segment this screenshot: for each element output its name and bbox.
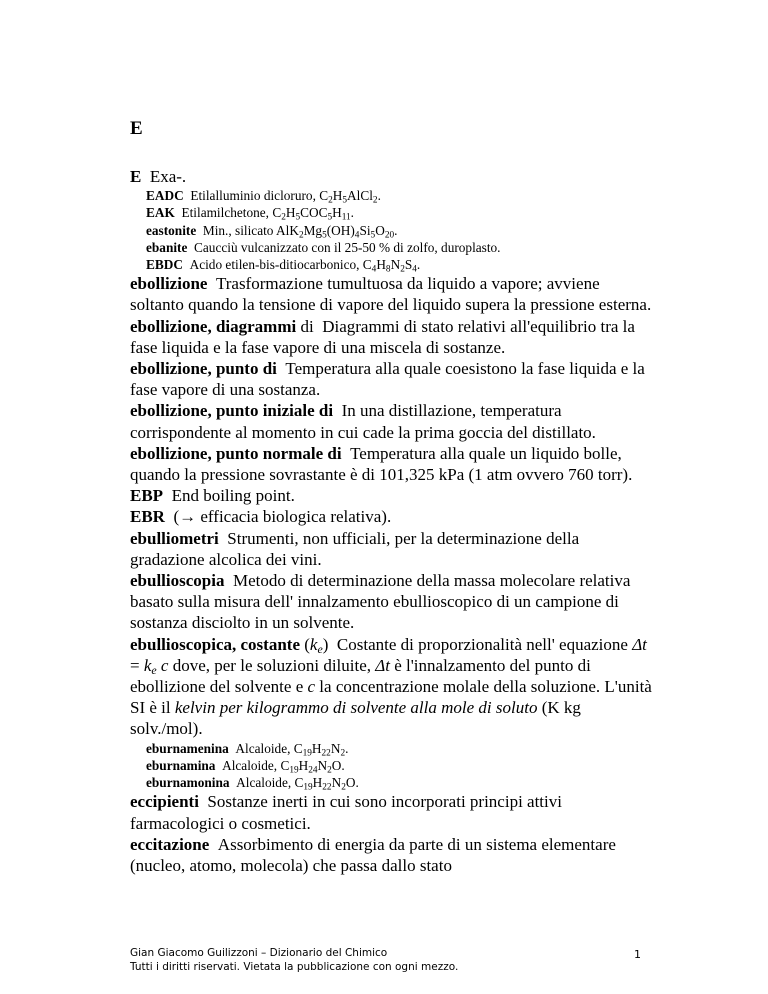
sub-entry [146,222,655,239]
entry-definition: Trasformazione tumultuosa da liquido a vapore; avviene soltanto quando la tensione di vapore del liquido supera la pressione esterna. [130,274,652,315]
dictionary-entry [130,528,655,570]
entry-definition: (→ efficacia biologica relativa). [173,507,392,527]
dictionary-entry [130,570,655,634]
dictionary-entry [130,791,655,833]
entry-term: eburnamina [146,757,216,773]
sub-entry [146,187,655,204]
entry-term: EAK [146,205,175,221]
dictionary-entry [130,166,655,187]
entry-definition: Alcaloide, $C_{19}H_{22}N_2O$. [236,775,359,793]
entry-definition: Alcaloide, $C_{19}H_{22}N_2$. [235,740,349,758]
entry-term: eccipienti [130,792,199,812]
entry-definition: Costante di proporzionalità nell' equazione $\Delta t = k_e$ c dove, per le soluzioni diluite, Δt è l'innalzamento del punto di ebollizione del solvente e c la concentrazione molale della soluzione. L'unità SI è il kelvin per kilogrammo di solvente alla mole di soluto (K kg solv./mol). [130,634,652,739]
entry-term-tail: di [296,316,314,336]
entry-term: ebollizione [130,274,208,294]
entry-definition: Temperatura alla quale un liquido bolle, quando la pressione sovrastante è di 101,325 kPa (1 atm ovvero 760 torr). [130,443,633,485]
entry-term: EBDC [146,257,183,273]
entry-term: E [130,167,142,186]
sub-entry [146,774,655,791]
entry-term: EBR [130,507,165,527]
entry-definition: Diagrammi di stato relativi all'equilibrio tra la fase liquida e la fase vapore di una miscela di sostanze. [130,316,635,357]
entry-definition: Exa-. [149,167,187,186]
sub-entry [146,757,655,774]
sub-entry [146,256,655,273]
entry-term: EADC [146,188,184,204]
entry-term: eburnamenina [146,740,229,756]
footer-copyright: Tutti i diritti riservati. Vietata la pubblicazione con ogni mezzo. [130,961,459,973]
dictionary-entry [130,485,655,506]
dictionary-entry [130,400,655,442]
dictionary-entry [130,443,655,485]
entry-definition: Sostanze inerti in cui sono incorporati principi attivi farmacologici o cosmetici. [130,792,562,833]
page-footer [130,946,458,974]
entry-term: eccitazione [130,834,210,854]
entry-term: ebanite [146,239,188,255]
entry-term-tail: $(k_e)$ [300,634,329,656]
entry-definition: Min., silicato $AlK_2Mg_5(OH)_4Si_5O_{20}$. [202,222,398,240]
entry-term: ebollizione, diagrammi [130,316,297,336]
dictionary-entries [130,166,655,876]
entry-term: ebullioscopica, costante [130,634,300,654]
section-letter: E [130,118,143,139]
entry-definition: End boiling point. [171,486,295,506]
page-number: 1 [634,948,641,961]
entry-term: ebullioscopia [130,571,225,591]
sub-entry [146,239,655,256]
dictionary-entry [130,834,655,876]
dictionary-entry [130,506,655,527]
dictionary-entry [130,316,655,358]
entry-term: ebollizione, punto di [130,359,277,379]
sub-entry [146,204,655,221]
entry-definition: Strumenti, non ufficiali, per la determinazione della gradazione alcolica dei vini. [130,528,580,569]
entry-definition: Etilamilchetone, $C_2H_5COC_5H_{11}$. [181,205,354,223]
entry-definition: Caucciù vulcanizzato con il 25-50 % di zolfo, duroplasto. [194,239,501,255]
entry-term: ebollizione, punto iniziale di [130,401,334,421]
entry-definition: Assorbimento di energia da parte di un sistema elementare (nucleo, atomo, molecola) che passa dallo stato [130,834,616,875]
sub-entry [146,740,655,757]
entry-term: ebulliometri [130,528,219,548]
entry-definition: Metodo di determinazione della massa molecolare relativa basato sulla misura dell' innalzamento ebullioscopico di un campione di sostanza disciolto in un solvente. [130,571,631,633]
dictionary-entry [130,634,655,740]
dictionary-entry [130,358,655,400]
entry-term: eastonite [146,222,197,238]
footer-author-title: Gian Giacomo Guilizzoni – Dizionario del Chimico [130,947,388,959]
entry-definition: Temperatura alla quale coesistono la fase liquida e la fase vapore di una sostanza. [130,359,645,400]
entry-definition: Etilalluminio dicloruro, $C_2H_5AlCl_2$. [190,188,381,206]
entry-definition: In una distillazione, temperatura corrispondente al momento in cui cade la prima goccia del distillato. [130,401,596,442]
entry-term: eburnamonina [146,775,230,791]
dictionary-entry [130,273,655,315]
entry-term: EBP [130,486,164,506]
entry-definition: Alcaloide, $C_{19}H_{24}N_2O$. [222,757,345,776]
entry-term: ebollizione, punto normale di [130,443,342,463]
entry-definition: Acido etilen-bis-ditiocarbonico, $C_4H_8N_2S_4$. [189,257,421,275]
